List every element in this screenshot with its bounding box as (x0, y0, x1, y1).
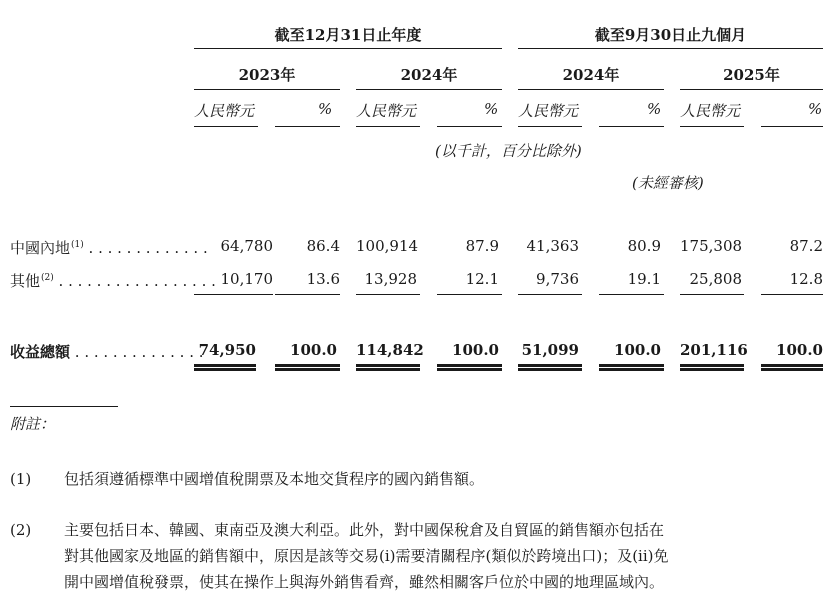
period-year-rule (194, 48, 502, 49)
note-2-line-2: 對其他國家及地區的銷售額中，原因是該等交易(i)需要清關程序(類似於跨境出口)；及(ii)免 (64, 547, 669, 565)
total-double-rule (518, 364, 582, 371)
subtotal-rule (680, 294, 744, 295)
rmb-header-3: 人民幣元 (518, 102, 579, 120)
rmb-header-2: 人民幣元 (356, 102, 417, 120)
total-cell: 100.0 (290, 341, 337, 359)
row-label-mainland (10, 237, 208, 258)
pct-rule-1 (275, 126, 340, 127)
year-rule-2023 (194, 89, 340, 90)
rmb-rule-1 (194, 126, 258, 127)
subtotal-rule (761, 294, 823, 295)
footnote-ref: (2) (41, 273, 54, 283)
subtotal-rule (599, 294, 664, 295)
year-header-2025: 2025年 (723, 66, 780, 84)
table-cell: 87.9 (465, 237, 499, 255)
notes-heading: 附註： (10, 415, 56, 433)
total-cell: 201,116 (680, 341, 748, 359)
note-2-number: (2) (10, 521, 32, 539)
note-2-line-1: 主要包括日本、韓國、東南亞及澳大利亞。此外，對中國保稅倉及自貿區的銷售額亦包括在 (64, 521, 665, 539)
table-cell: 12.8 (789, 270, 823, 288)
unaudited-note: (未經審核) (632, 174, 704, 192)
total-cell: 74,950 (198, 341, 256, 359)
year-rule-2024-nine (518, 89, 664, 90)
row-label-text: 收益總額 (10, 343, 71, 361)
footnote-ref: (1) (71, 240, 84, 250)
total-double-rule (275, 364, 340, 371)
subtotal-rule (275, 294, 340, 295)
total-cell: 100.0 (614, 341, 661, 359)
note-1-number: (1) (10, 470, 32, 488)
year-header-2023: 2023年 (238, 66, 296, 84)
total-double-rule (194, 364, 256, 371)
unit-note: (以千計，百分比除外) (435, 142, 582, 160)
year-header-2024: 2024年 (400, 66, 458, 84)
total-cell: 100.0 (452, 341, 499, 359)
pct-rule-3 (599, 126, 664, 127)
total-cell: 100.0 (776, 341, 823, 359)
period-nine-header: 截至9月30日止九個月 (594, 26, 747, 44)
note-2-line-3: 開中國增值稅發票，使其在操作上與海外銷售看齊，雖然相關客戶位於中國的地理區域內。 (64, 573, 665, 591)
table-cell: 19.1 (627, 270, 661, 288)
pct-header-4: % (808, 100, 823, 118)
table-cell: 25,808 (689, 270, 742, 288)
subtotal-rule (356, 294, 420, 295)
pct-header-1: % (318, 100, 333, 118)
year-rule-2025 (680, 89, 823, 90)
table-cell: 9,736 (536, 270, 579, 288)
rmb-header-1: 人民幣元 (194, 102, 255, 120)
total-double-rule (356, 364, 420, 371)
subtotal-rule (518, 294, 582, 295)
year-header-2024-nine: 2024年 (562, 66, 620, 84)
leader-dots: . . . . . . . . . . . . . . (70, 343, 204, 361)
row-label-others (10, 270, 216, 291)
total-double-rule (761, 364, 823, 371)
period-nine-rule (518, 48, 823, 49)
table-cell: 64,780 (220, 237, 273, 255)
rmb-rule-3 (518, 126, 582, 127)
note-1-text: 包括須遵循標準中國增值稅開票及本地交貨程序的國內銷售額。 (64, 470, 485, 488)
pct-header-2: % (484, 100, 499, 118)
table-cell: 12.1 (465, 270, 499, 288)
rmb-rule-2 (356, 126, 420, 127)
total-cell: 114,842 (356, 341, 424, 359)
table-cell: 86.4 (306, 237, 340, 255)
table-cell: 80.9 (627, 237, 661, 255)
total-double-rule (437, 364, 502, 371)
leader-dots: . . . . . . . . . . . . . (83, 239, 208, 257)
table-cell: 175,308 (680, 237, 743, 255)
total-double-rule (680, 364, 744, 371)
leader-dots: . . . . . . . . . . . . . . . . . (53, 272, 216, 290)
subtotal-rule (194, 294, 273, 295)
table-cell: 41,363 (526, 237, 579, 255)
year-rule-2024 (356, 89, 502, 90)
rmb-rule-4 (680, 126, 744, 127)
table-cell: 100,914 (356, 237, 419, 255)
subtotal-rule (437, 294, 502, 295)
table-cell: 13,928 (364, 270, 417, 288)
notes-separator (10, 406, 118, 407)
table-cell: 13.6 (306, 270, 340, 288)
row-label-text: 中國內地 (10, 239, 71, 257)
total-cell: 51,099 (521, 341, 579, 359)
row-label-text: 其他 (10, 272, 41, 290)
pct-rule-2 (437, 126, 502, 127)
total-double-rule (599, 364, 664, 371)
rmb-header-4: 人民幣元 (680, 102, 741, 120)
table-cell: 10,170 (220, 270, 273, 288)
row-label-total (10, 341, 204, 362)
period-year-header: 截至12月31日止年度 (274, 26, 422, 44)
pct-header-3: % (647, 100, 662, 118)
pct-rule-4 (761, 126, 823, 127)
table-cell: 87.2 (789, 237, 823, 255)
